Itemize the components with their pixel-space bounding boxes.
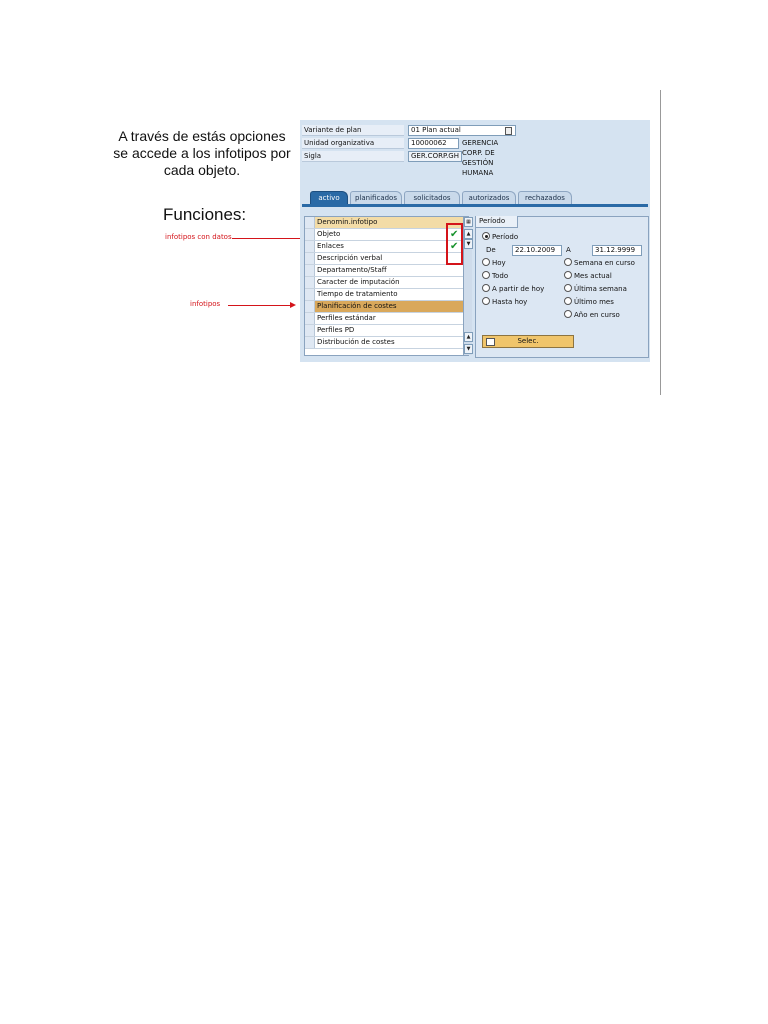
table-row[interactable] xyxy=(305,325,468,337)
check-icon: ✔ xyxy=(450,241,459,252)
infotipo-label: Caracter de imputación xyxy=(317,278,400,286)
table-row[interactable] xyxy=(305,313,468,325)
highlight-box xyxy=(446,223,463,265)
infotipo-label: Enlaces xyxy=(317,242,344,250)
infotipo-label: Perfiles PD xyxy=(317,326,355,334)
table-row[interactable] xyxy=(305,337,468,349)
selec-button[interactable] xyxy=(482,335,574,348)
row-selector[interactable] xyxy=(305,289,315,300)
radio-hoy[interactable] xyxy=(482,258,506,268)
unidad-text: GERENCIA CORP. DE GESTIÓN HUMANA xyxy=(462,139,499,177)
tab-underline xyxy=(302,204,648,207)
radio-label: Semana en curso xyxy=(574,259,635,267)
radio-selected-icon xyxy=(482,232,490,240)
radio-icon xyxy=(482,271,490,279)
infotipo-label: Tiempo de tratamiento xyxy=(317,290,398,298)
radio-label: Todo xyxy=(492,272,509,280)
scrollbar[interactable] xyxy=(463,217,472,355)
radio-label: A partir de hoy xyxy=(492,285,545,293)
radio-ano-en-curso[interactable] xyxy=(564,310,620,320)
arrowhead-icon xyxy=(290,302,296,308)
table-row[interactable] xyxy=(305,265,468,277)
radio-mes-actual[interactable] xyxy=(564,271,612,281)
radio-label: Año en curso xyxy=(574,311,620,319)
row-selector[interactable] xyxy=(305,241,315,252)
a-label: A xyxy=(566,246,571,254)
row-selector[interactable] xyxy=(305,301,315,312)
radio-icon xyxy=(564,258,572,266)
intro-text: A través de estás opciones se accede a los infotipos por cada objeto. xyxy=(113,128,291,178)
radio-label: Mes actual xyxy=(574,272,612,280)
table-row[interactable] xyxy=(305,289,468,301)
table-row[interactable] xyxy=(305,253,468,265)
selection-icon xyxy=(486,338,495,346)
radio-ultimo-mes[interactable] xyxy=(564,297,614,307)
infotipo-label: Departamento/Staff xyxy=(317,266,387,274)
sap-window xyxy=(300,120,650,362)
tab-autorizados[interactable]: autorizados xyxy=(462,191,516,204)
row-selector[interactable] xyxy=(305,265,315,276)
radio-label: Período xyxy=(492,233,519,241)
date-from-input[interactable]: 22.10.2009 xyxy=(512,245,562,256)
scroll-up-icon[interactable]: ▲ xyxy=(464,229,473,239)
divider xyxy=(660,90,661,395)
radio-todo[interactable] xyxy=(482,271,508,281)
table-row[interactable] xyxy=(305,241,468,253)
select-all-cell[interactable] xyxy=(305,217,315,228)
radio-icon xyxy=(564,310,572,318)
sigla-field[interactable]: GER.CORP.GH xyxy=(408,151,462,162)
radio-icon xyxy=(482,284,490,292)
variante-label: Variante de plan xyxy=(302,125,404,136)
tab-solicitados[interactable]: solicitados xyxy=(404,191,460,204)
variante-select[interactable] xyxy=(408,125,516,136)
infotipos-header[interactable] xyxy=(305,217,468,229)
infotipos-table xyxy=(304,216,469,356)
radio-icon xyxy=(482,297,490,305)
dropdown-icon[interactable] xyxy=(505,127,512,135)
radio-label: Hoy xyxy=(492,259,506,267)
infotipo-label: Distribución de costes xyxy=(317,338,395,346)
unidad-label: Unidad organizativa xyxy=(302,138,404,149)
radio-icon xyxy=(564,271,572,279)
tab-planificados[interactable]: planificados xyxy=(350,191,402,204)
radio-label: Última semana xyxy=(574,285,627,293)
unidad-field[interactable]: 10000062 xyxy=(408,138,459,149)
page-down-icon[interactable]: ▼ xyxy=(464,344,473,354)
row-selector[interactable] xyxy=(305,337,315,348)
tab-rechazados[interactable]: rechazados xyxy=(518,191,572,204)
row-selector[interactable] xyxy=(305,325,315,336)
variante-value: 01 Plan actual xyxy=(411,126,461,134)
infotipo-label: Descripción verbal xyxy=(317,254,383,262)
infotipo-label: Objeto xyxy=(317,230,341,238)
row-selector[interactable] xyxy=(305,277,315,288)
tab-activo[interactable]: activo xyxy=(310,191,348,204)
de-label: De xyxy=(486,246,496,254)
annotation-infotipos-con-datos: infotipos con datos xyxy=(165,233,232,241)
table-row[interactable] xyxy=(305,229,468,241)
column-settings-icon[interactable]: ▦ xyxy=(464,217,473,227)
column-header: Denomin.infotipo xyxy=(317,218,378,226)
infotipo-label: Perfiles estándar xyxy=(317,314,376,322)
arrow-infotipos xyxy=(228,305,292,306)
table-row-selected[interactable] xyxy=(305,301,468,313)
radio-label: Último mes xyxy=(574,298,614,306)
selec-button-label: Selec. xyxy=(517,337,539,345)
radio-periodo[interactable] xyxy=(482,232,518,242)
sigla-label: Sigla xyxy=(302,151,404,162)
scroll-down-icon[interactable]: ▼ xyxy=(464,239,473,249)
periodo-panel xyxy=(475,216,649,358)
row-selector[interactable] xyxy=(305,229,315,240)
check-icon: ✔ xyxy=(450,229,459,240)
radio-ultima-semana[interactable] xyxy=(564,284,627,294)
periodo-tab[interactable]: Período xyxy=(476,216,518,228)
radio-icon xyxy=(564,284,572,292)
page-up-icon[interactable]: ▲ xyxy=(464,332,473,342)
annotation-infotipos: infotipos xyxy=(190,300,221,308)
date-to-input[interactable]: 31.12.9999 xyxy=(592,245,642,256)
infotipo-label: Planificación de costes xyxy=(317,302,397,310)
radio-a-partir-de-hoy[interactable] xyxy=(482,284,544,294)
radio-semana-en-curso[interactable] xyxy=(564,258,635,268)
row-selector[interactable] xyxy=(305,313,315,324)
funciones-label: Funciones: xyxy=(163,205,247,224)
radio-icon xyxy=(564,297,572,305)
radio-hasta-hoy[interactable] xyxy=(482,297,527,307)
radio-icon xyxy=(482,258,490,266)
row-selector[interactable] xyxy=(305,253,315,264)
table-row[interactable] xyxy=(305,277,468,289)
radio-label: Hasta hoy xyxy=(492,298,528,306)
